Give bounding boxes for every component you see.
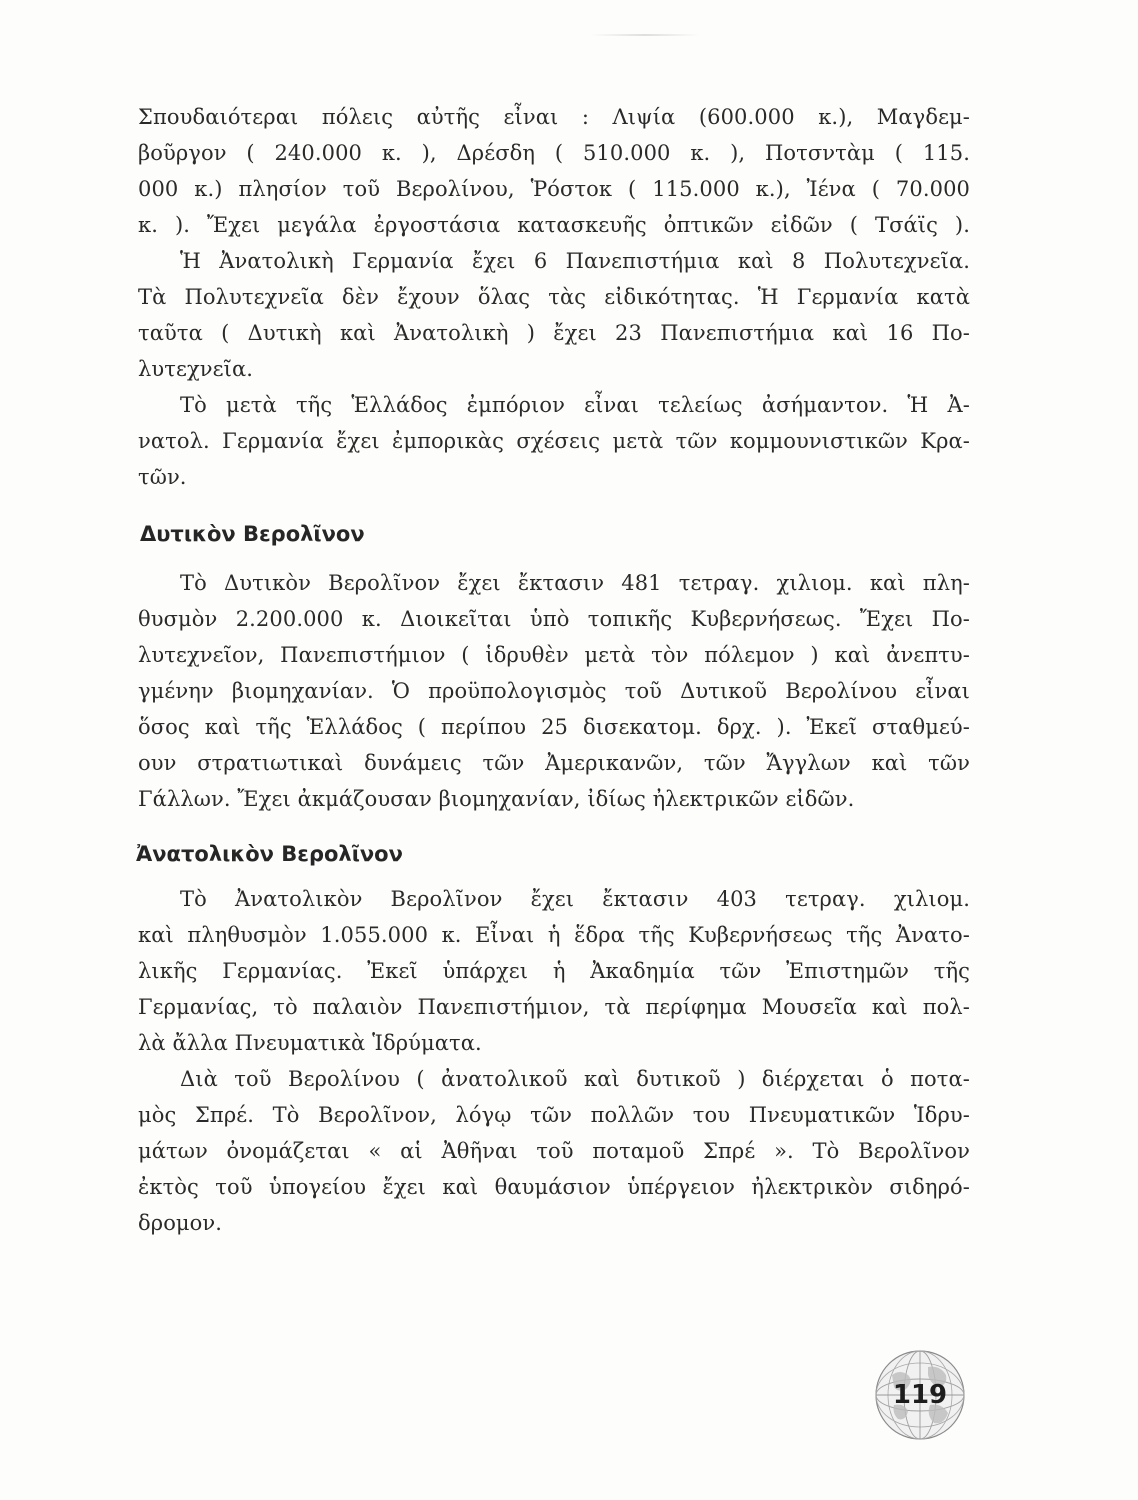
scan-artifact [590,34,700,36]
text-line: Γάλλων. Ἔχει ἀκμάζουσαν βιομηχανίαν, ἰδίως ἠλεκτρικῶν εἰδῶν. [138,787,855,811]
text-line: ταῦτα ( Δυτικὴ καὶ Ἀνατολικὴ ) ἔχει 23 Πανεπιστήμια καὶ 16 Πο- [138,321,970,345]
text-line: θυσμὸν 2.200.000 κ. Διοικεῖται ὑπὸ τοπικῆς Κυβερνήσεως. Ἔχει Πο- [138,607,970,631]
text-line: Διὰ τοῦ Βερολίνου ( ἀνατολικοῦ καὶ δυτικοῦ ) διέρχεται ὁ ποτα- [180,1067,970,1091]
text-line: μὸς Σπρέ. Τὸ Βερολῖνον, λόγῳ τῶν πολλῶν του Πνευματικῶν Ἱδρυ- [138,1103,970,1127]
trade-paragraph [138,387,970,495]
text-line: βοῦργον ( 240.000 κ. ), Δρέσδη ( 510.000 κ. ), Ποτσντὰμ ( 115. [138,141,970,165]
text-line: λικῆς Γερμανίας. Ἐκεῖ ὑπάρχει ἡ Ἀκαδημία τῶν Ἐπιστημῶν τῆς [138,959,970,983]
text-line: μάτων ὀνομάζεται « αἱ Ἀθῆναι τοῦ ποταμοῦ Σπρέ ». Τὸ Βερολῖνον [138,1139,970,1163]
page-number: 119 [892,1380,948,1410]
text-line: ὅσος καὶ τῆς Ἑλλάδος ( περίπου 25 δισεκατομ. δρχ. ). Ἐκεῖ σταθμεύ- [138,715,970,739]
text-line: Γερμανίας, τὸ παλαιὸν Πανεπιστήμιον, τὰ περίφημα Μουσεῖα καὶ πολ- [138,995,970,1019]
text-line: Τὰ Πολυτεχνεῖα δὲν ἔχουν ὅλας τὰς εἰδικότητας. Ἡ Γερμανία κατὰ [138,285,970,309]
text-line: δρομον. [138,1211,223,1235]
text-line: καὶ πληθυσμὸν 1.055.000 κ. Εἶναι ἡ ἕδρα τῆς Κυβερνήσεως τῆς Ἀνατο- [138,923,970,947]
text-line: τῶν. [138,465,187,489]
text-line: Τὸ Ἀνατολικὸν Βερολῖνον ἔχει ἔκτασιν 403 τετραγ. χιλιομ. [180,887,970,911]
text-line: κ. ). Ἔχει μεγάλα ἐργοστάσια κατασκευῆς ὀπτικῶν εἰδῶν ( Τσάϊς ). [138,213,970,237]
west-berlin-heading: Δυτικὸν Βερολῖνον [140,522,365,546]
text-line: Σπουδαιότεραι πόλεις αὐτῆς εἶναι : Λιψία (600.000 κ.), Μαγδεμ- [138,105,970,129]
text-line: 000 κ.) πλησίον τοῦ Βερολίνου, Ῥόστοκ ( 115.000 κ.), Ἰένα ( 70.000 [138,177,970,201]
west-berlin-paragraph [138,565,970,817]
text-line: λυτεχνεῖον, Πανεπιστήμιον ( ἱδρυθὲν μετὰ τὸν πόλεμον ) καὶ ἀνεπτυ- [138,643,970,667]
east-berlin-heading: Ἀνατολικὸν Βερολῖνον [136,842,403,866]
text-line: ἐκτὸς τοῦ ὑπογείου ἔχει καὶ θαυμάσιον ὑπέργειον ἠλεκτρικὸν σιδηρό- [138,1175,970,1199]
text-line: Τὸ μετὰ τῆς Ἑλλάδος ἐμπόριον εἶναι τελείως ἀσήμαντον. Ἡ Ἀ- [180,393,970,417]
text-line: νατολ. Γερμανία ἔχει ἐμπορικὰς σχέσεις μετὰ τῶν κομμουνιστικῶν Κρα- [138,429,970,453]
intro-paragraph [138,99,970,387]
spree-paragraph [138,1061,970,1241]
east-berlin-paragraph [138,881,970,1061]
text-line: λὰ ἄλλα Πνευματικὰ Ἱδρύματα. [138,1031,482,1055]
text-line: Τὸ Δυτικὸν Βερολῖνον ἔχει ἔκτασιν 481 τετραγ. χιλιομ. καὶ πλη- [180,571,970,595]
text-line: ουν στρατιωτικαὶ δυνάμεις τῶν Ἀμερικανῶν, τῶν Ἄγγλων καὶ τῶν [138,751,970,775]
text-line: λυτεχνεῖα. [138,357,254,381]
text-line: Ἡ Ἀνατολικὴ Γερμανία ἔχει 6 Πανεπιστήμια καὶ 8 Πολυτεχνεῖα. [180,249,970,273]
text-line: γμένην βιομηχανίαν. Ὁ προϋπολογισμὸς τοῦ Δυτικοῦ Βερολίνου εἶναι [138,679,970,703]
